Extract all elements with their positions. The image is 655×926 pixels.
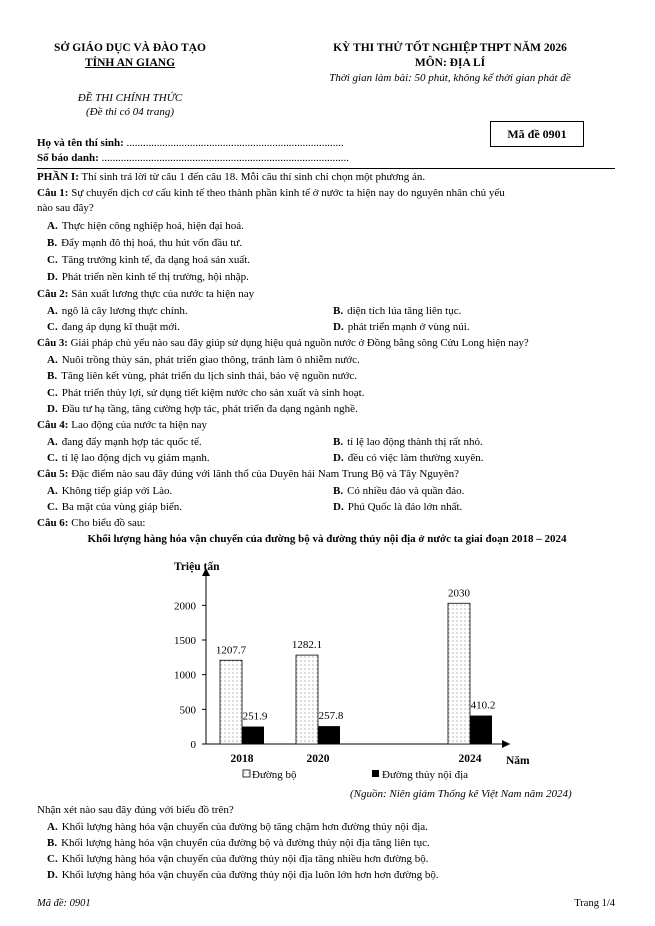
q3-option-c[interactable]: C. Phát triển thủy lợi, sử dụng tiết kiệm nước cho sản xuất và sinh hoạt.	[47, 387, 365, 399]
q2-option-c-text: đang áp dụng kĩ thuật mới.	[61, 321, 180, 333]
q5-option-d-text: Phú Quốc là đảo lớn nhất.	[347, 501, 463, 513]
footer-exam-code: Mã đề: 0901	[37, 898, 91, 909]
bar-road-2024	[448, 603, 470, 744]
q4-option-b-text: tỉ lệ lao động thành thị rất nhỏ.	[347, 436, 483, 448]
bar-road-label: 1207.7	[215, 644, 247, 657]
q6-option-d-text: Khối lượng hàng hóa vận chuyển của đường thủy nội địa luôn lớn hơn hơn đường bộ.	[61, 869, 439, 881]
q6-label: Câu 6:	[37, 517, 69, 529]
q6-option-c[interactable]: C. Khối lượng hàng hóa vận chuyển của đường thủy nội địa tăng nhiều hơn đường bộ.	[47, 853, 429, 865]
bar-waterway-2018	[242, 727, 264, 744]
q3-option-a[interactable]: A. Nuôi trồng thủy sản, phát triển giao thông, tránh làm ô nhiễm nước.	[47, 354, 360, 366]
q6-option-b[interactable]: B. Khối lượng hàng hóa vận chuyển của đường bộ và đường thủy nội địa tăng liên tục.	[47, 837, 430, 849]
q5-option-c[interactable]: C. Ba mặt của vùng giáp biển.	[47, 501, 183, 513]
candidate-name-dots: ...............................................................................	[126, 137, 344, 149]
q3-option-b-text: Tăng liên kết vùng, phát triển du lịch sinh thái, bảo vệ nguồn nước.	[61, 370, 357, 382]
q6-option-a[interactable]: A. Khối lượng hàng hóa vận chuyển của đường bộ tăng chậm hơn đường thủy nội địa.	[47, 821, 428, 833]
q3-label: Câu 3:	[37, 337, 68, 349]
q2-option-a[interactable]: A. ngô là cây lương thực chính.	[47, 305, 188, 317]
q1-text: Sự chuyển dịch cơ cấu kinh tế theo thành phần kinh tế ở nước ta hiện nay do nguyên nhân chủ yếu	[71, 187, 505, 199]
q6-prompt: Nhận xét nào sau đây đúng với biểu đồ trên?	[37, 804, 234, 816]
q5-label: Câu 5:	[37, 468, 69, 480]
time-note: Thời gian làm bài: 50 phút, không kể thời gian phát đề	[329, 72, 571, 84]
question-6	[37, 517, 145, 529]
y-tick-label: 1500	[174, 635, 196, 647]
q6-text: Cho biểu đồ sau:	[71, 517, 146, 529]
q4-option-c[interactable]: C. tỉ lệ lao động dịch vụ giảm mạnh.	[47, 452, 210, 464]
bar-waterway-label: 251.9	[242, 710, 268, 723]
bar-waterway-2024	[470, 716, 492, 744]
part1-title: PHẦN I:	[37, 171, 79, 183]
q1-option-c-text: Tăng trưởng kinh tế, đa dạng hoá sản xuất.	[61, 254, 251, 266]
bar-waterway-label: 257.8	[318, 710, 344, 723]
q4-option-a[interactable]: A. đang đẩy mạnh hợp tác quốc tế.	[47, 436, 202, 448]
x-tick-label: 2024	[458, 753, 482, 765]
q1-option-c[interactable]: C. Tăng trưởng kinh tế, đa dạng hoá sản xuất.	[47, 254, 251, 266]
q2-option-d-text: phát triển mạnh ở vùng núi.	[347, 321, 470, 333]
q5-text: Đặc điểm nào sau đây đúng với lãnh thổ của Duyên hải Nam Trung Bộ và Tây Nguyên?	[71, 468, 460, 480]
department-name: SỞ GIÁO DỤC VÀ ĐÀO TẠO	[54, 42, 206, 54]
y-tick-label: 500	[179, 704, 196, 717]
official-label: ĐỀ THI CHÍNH THỨC	[77, 92, 183, 104]
legend-road-label: Đường bộ	[252, 769, 297, 781]
q3-text: Giải pháp chủ yếu nào sau đây giúp sử dụng hiệu quả nguồn nước ở Đồng bằng sông Cửu Long hiện nay?	[70, 337, 529, 349]
q1-option-b[interactable]: B. Đẩy mạnh đô thị hoá, thu hút vốn đầu tư.	[47, 237, 243, 249]
question-5	[37, 468, 459, 480]
q2-text: Sản xuất lương thực của nước ta hiện nay	[71, 288, 255, 300]
q4-option-d[interactable]: D. đều có việc làm thường xuyên.	[333, 452, 484, 464]
q2-option-a-text: ngô là cây lương thực chính.	[61, 305, 188, 317]
q4-text: Lao động của nước ta hiện nay	[71, 419, 208, 431]
q2-option-d[interactable]: D. phát triển mạnh ở vùng núi.	[333, 321, 470, 333]
q4-label: Câu 4:	[37, 419, 69, 431]
q1-option-a-text: Thực hiện công nghiệp hoá, hiện đại hoá.	[61, 220, 244, 232]
part1-instruction: Thí sinh trả lời từ câu 1 đến câu 18. Mỗi câu thí sinh chỉ chọn một phương án.	[81, 171, 426, 183]
q4-option-b[interactable]: B. tỉ lệ lao động thành thị rất nhỏ.	[333, 436, 483, 448]
x-tick-label: 2020	[306, 753, 330, 765]
bar-road-label: 2030	[448, 587, 470, 600]
candidate-id-label: Số báo danh:	[37, 152, 99, 164]
candidate-id-dots: ..........................................................................................	[101, 152, 350, 164]
bar-chart	[0, 548, 655, 808]
question-2	[37, 288, 254, 300]
legend-waterway-label: Đường thủy nội địa	[382, 769, 469, 781]
q2-option-c[interactable]: C. đang áp dụng kĩ thuật mới.	[47, 321, 180, 333]
q4-option-c-text: tỉ lệ lao động dịch vụ giảm mạnh.	[61, 452, 210, 464]
legend-road-swatch	[243, 770, 250, 777]
q1-text-cont: nào sau đây?	[37, 202, 94, 214]
q5-option-d[interactable]: D. Phú Quốc là đảo lớn nhất.	[333, 501, 463, 513]
q5-option-a-text: Không tiếp giáp với Lào.	[61, 485, 173, 497]
candidate-name-row	[37, 137, 344, 149]
y-tick-label: 2000	[174, 600, 196, 613]
bar-road-label: 1282.1	[291, 639, 323, 652]
y-tick-label: 0	[190, 739, 196, 751]
q6-option-a-text: Khối lượng hàng hóa vận chuyển của đường bộ tăng chậm hơn đường thủy nội địa.	[61, 821, 428, 833]
q5-option-a[interactable]: A. Không tiếp giáp với Lào.	[47, 485, 173, 497]
q5-option-b-text: Có nhiều đảo và quần đảo.	[347, 485, 465, 497]
chart-title: Khối lượng hàng hóa vận chuyển của đường bộ và đường thủy nội địa ở nước ta giai đoạn 2018 – 2024	[87, 533, 567, 545]
q5-option-c-text: Ba mặt của vùng giáp biển.	[61, 501, 183, 513]
footer-page-number: Trang 1/4	[574, 898, 615, 909]
bar-waterway-label: 410.2	[470, 699, 496, 712]
q3-option-d-text: Đầu tư hạ tầng, tăng cường hợp tác, phát triển đa dạng ngành nghề.	[61, 403, 358, 415]
q1-option-d[interactable]: D. Phát triển nền kinh tế thị trường, hội nhập.	[47, 271, 249, 283]
q1-option-d-text: Phát triển nền kinh tế thị trường, hội nhập.	[61, 271, 249, 283]
y-tick-label: 1000	[174, 669, 196, 682]
q4-option-a-text: đang đẩy mạnh hợp tác quốc tế.	[61, 436, 202, 448]
question-1	[37, 187, 505, 199]
q3-option-b[interactable]: B. Tăng liên kết vùng, phát triển du lịch sinh thái, bảo vệ nguồn nước.	[47, 370, 357, 382]
part1-heading	[37, 171, 425, 183]
q6-option-c-text: Khối lượng hàng hóa vận chuyển của đường thủy nội địa tăng nhiều hơn đường bộ.	[61, 853, 429, 865]
q1-option-a[interactable]: A. Thực hiện công nghiệp hoá, hiện đại hoá.	[47, 220, 244, 232]
x-axis-arrow	[502, 740, 510, 748]
q1-label: Câu 1:	[37, 187, 69, 199]
q2-option-b-text: diện tích lúa tăng liên tục.	[347, 305, 462, 317]
q3-option-d[interactable]: D. Đầu tư hạ tầng, tăng cường hợp tác, phát triển đa dạng ngành nghề.	[47, 403, 358, 415]
q2-option-b[interactable]: B. diện tích lúa tăng liên tục.	[333, 305, 462, 317]
bar-road-2018	[220, 660, 242, 744]
candidate-name-label: Họ và tên thí sinh:	[37, 137, 124, 149]
bar-waterway-2020	[318, 726, 340, 744]
candidate-id-row	[37, 152, 349, 164]
y-axis-title: Triệu tấn	[174, 561, 220, 573]
province-name: TỈNH AN GIANG	[84, 57, 176, 69]
q4-option-d-text: đều có việc làm thường xuyên.	[347, 452, 484, 464]
page-count: (Đề thi có 04 trang)	[86, 106, 174, 118]
q6-option-b-text: Khối lượng hàng hóa vận chuyển của đường bộ và đường thủy nội địa tăng liên tục.	[61, 837, 430, 849]
q2-label: Câu 2:	[37, 288, 69, 300]
q1-option-b-text: Đẩy mạnh đô thị hoá, thu hút vốn đầu tư.	[61, 237, 243, 249]
question-4	[37, 419, 207, 431]
chart-source: (Nguồn: Niên giám Thống kê Việt Nam năm 2024)	[350, 788, 572, 800]
q6-option-d[interactable]: D. Khối lượng hàng hóa vận chuyển của đường thủy nội địa luôn lớn hơn hơn đường bộ.	[47, 869, 439, 881]
exam-title: KỲ THI THỬ TỐT NGHIỆP THPT NĂM 2026	[333, 42, 567, 54]
q3-option-c-text: Phát triển thủy lợi, sử dụng tiết kiệm nước cho sản xuất và sinh hoạt.	[61, 387, 365, 399]
bar-road-2020	[296, 655, 318, 744]
x-tick-label: 2018	[230, 753, 254, 765]
question-3	[37, 337, 529, 349]
q3-option-a-text: Nuôi trồng thủy sản, phát triển giao thông, tránh làm ô nhiễm nước.	[61, 354, 360, 366]
legend-waterway-swatch	[372, 770, 379, 777]
header-divider	[37, 168, 615, 169]
exam-code-box: Mã đề 0901	[490, 121, 584, 147]
x-axis-title: Năm	[506, 755, 530, 767]
q5-option-b[interactable]: B. Có nhiều đảo và quần đảo.	[333, 485, 465, 497]
subject-title: MÔN: ĐỊA LÍ	[414, 57, 486, 69]
